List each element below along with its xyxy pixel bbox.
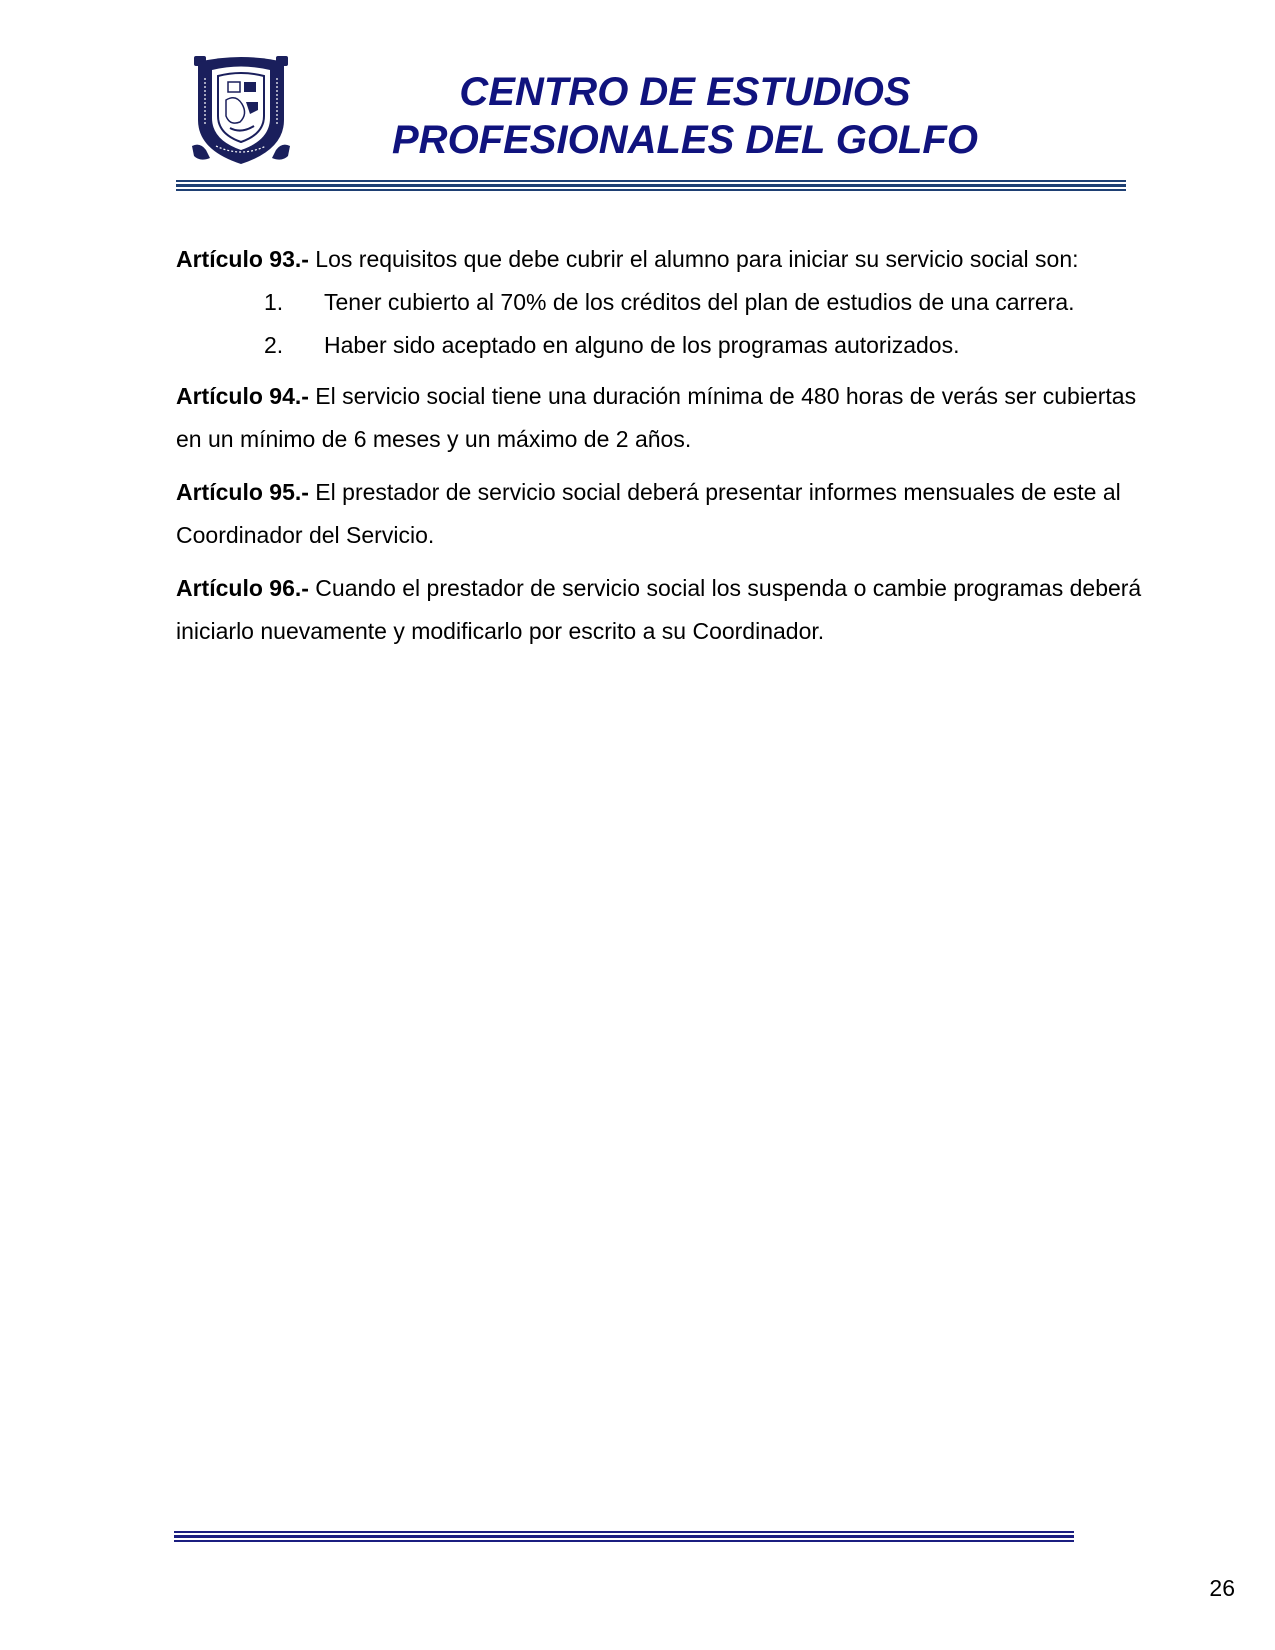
list-item (176, 324, 1146, 367)
footer-divider (174, 1531, 1074, 1542)
article-text: El servicio social tiene una duración mínima de 480 horas de verás ser cubiertas en un mínimo de 6 meses y un máximo de 2 años. (176, 383, 1137, 452)
list-item-text: Tener cubierto al 70% de los créditos del plan de estudios de una carrera. (324, 289, 1075, 315)
header-divider (176, 180, 1126, 191)
article-text: El prestador de servicio social deberá presentar informes mensuales de este al Coordinador del Servicio. (176, 479, 1121, 548)
article-label: Artículo 94.- (176, 383, 309, 409)
list-item-text: Haber sido aceptado en alguno de los programas autorizados. (324, 332, 960, 358)
document-body (176, 245, 1146, 663)
article-label: Artículo 96.- (176, 575, 309, 601)
article-text: Los requisitos que debe cubrir el alumno para iniciar su servicio social son: (308, 246, 1079, 272)
article-95 (176, 471, 1146, 557)
article-94 (176, 375, 1146, 461)
article-93 (176, 245, 1146, 273)
header-title-line-2: PROFESIONALES DEL GOLFO (392, 118, 978, 162)
article-text: Cuando el prestador de servicio social los suspenda o cambie programas deberá iniciarlo nuevamente y modificarlo por escrito a su Coordinador. (176, 575, 1142, 644)
header-title (330, 68, 1040, 164)
article-label: Artículo 95.- (176, 479, 309, 505)
article-96 (176, 567, 1146, 653)
page-number: 26 (1209, 1575, 1235, 1601)
header-title-line-1: CENTRO DE ESTUDIOS (459, 70, 911, 114)
article-label: Artículo 93.- (176, 246, 309, 272)
list-item-number: 1. (264, 289, 284, 315)
requirements-list (176, 281, 1146, 367)
list-item (176, 281, 1146, 324)
institution-seal-logo (190, 50, 292, 168)
list-item-number: 2. (264, 332, 284, 358)
